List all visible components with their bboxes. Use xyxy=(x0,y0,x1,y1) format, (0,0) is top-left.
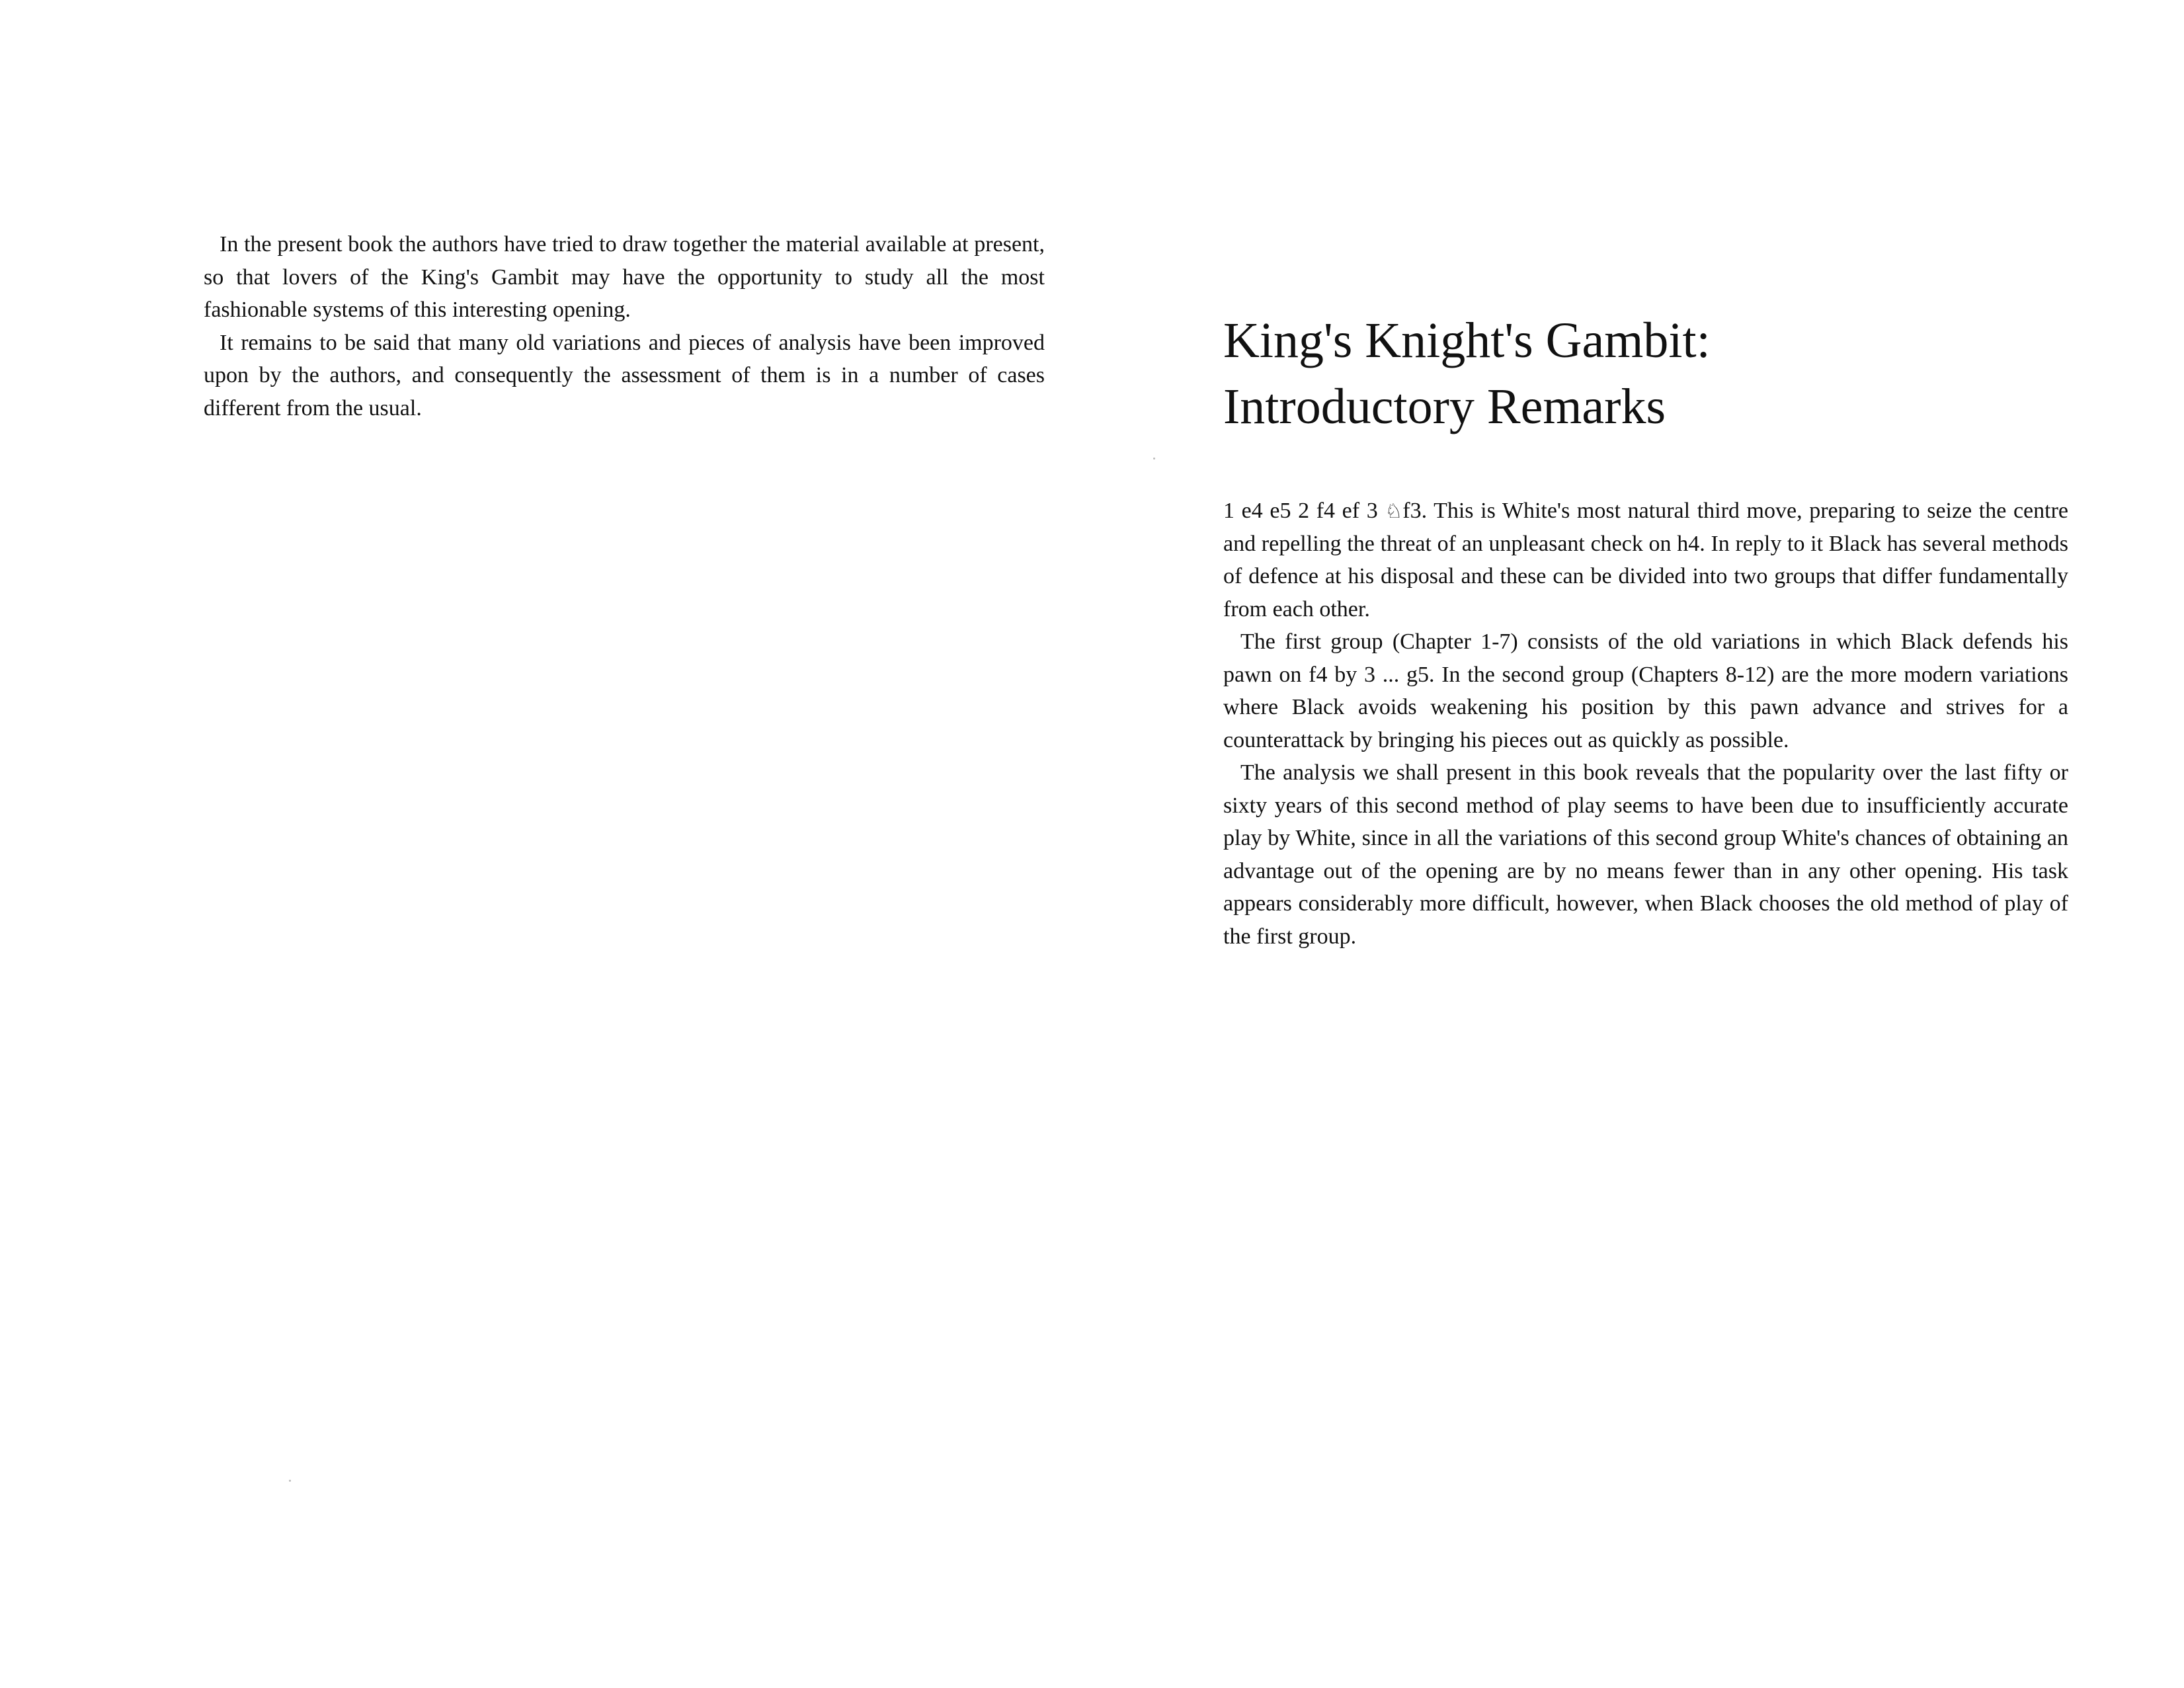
right-paragraph: The analysis we shall present in this book reveals that the popularity over the last fifty or sixty years of this second method of play seems to have been due to insufficiently accurate play by White, since in all the variations of this second group White's chances of obtaining an advantage out of the opening are by no means fewer than in any other opening. His task appears considerably more difficult, however, when Black chooses the old method of play of the first group. xyxy=(1223,760,2068,949)
left-page-body xyxy=(204,228,1045,424)
intro-paragraph xyxy=(1223,495,2068,625)
scan-speck xyxy=(289,1480,291,1482)
chapter-title-line-1: King's Knight's Gambit: xyxy=(1223,313,1711,368)
left-paragraph: In the present book the authors have tried to draw together the material available at present, so that lovers of the King's Gambit may have the opportunity to study all the most fashionable systems of this interesting opening. xyxy=(204,232,1045,322)
scan-speck xyxy=(1153,458,1155,460)
right-page-body xyxy=(1223,495,2068,953)
intro-text: f3. This is White's most natural third move, preparing to seize the centre and repelling the threat of an unpleasant check on h4. In reply to it Black has several methods of defence at his disposal and these can be divided into two groups that differ fundamentally from each other. xyxy=(1223,499,2068,622)
left-paragraph: It remains to be said that many old variations and pieces of analysis have been improved upon by the authors, and consequently the assessment of them is in a number of cases different from the usual. xyxy=(204,330,1045,421)
chapter-title-line-2: Introductory Remarks xyxy=(1223,379,1666,434)
right-page xyxy=(1092,0,2184,1688)
chapter-title xyxy=(1223,307,2083,440)
right-paragraph: The first group (Chapter 1-7) consists of the old variations in which Black defends his pawn on f4 by 3 ... g5. In the second group (Chapters 8-12) are the more modern variations where Black avoids weakening his position by this pawn advance and strives for a counterattack by bringing his pieces out as quickly as possible. xyxy=(1223,629,2068,752)
intro-moves: 1 e4 e5 2 f4 ef 3 xyxy=(1223,499,1385,523)
knight-icon: ♘ xyxy=(1385,500,1403,523)
